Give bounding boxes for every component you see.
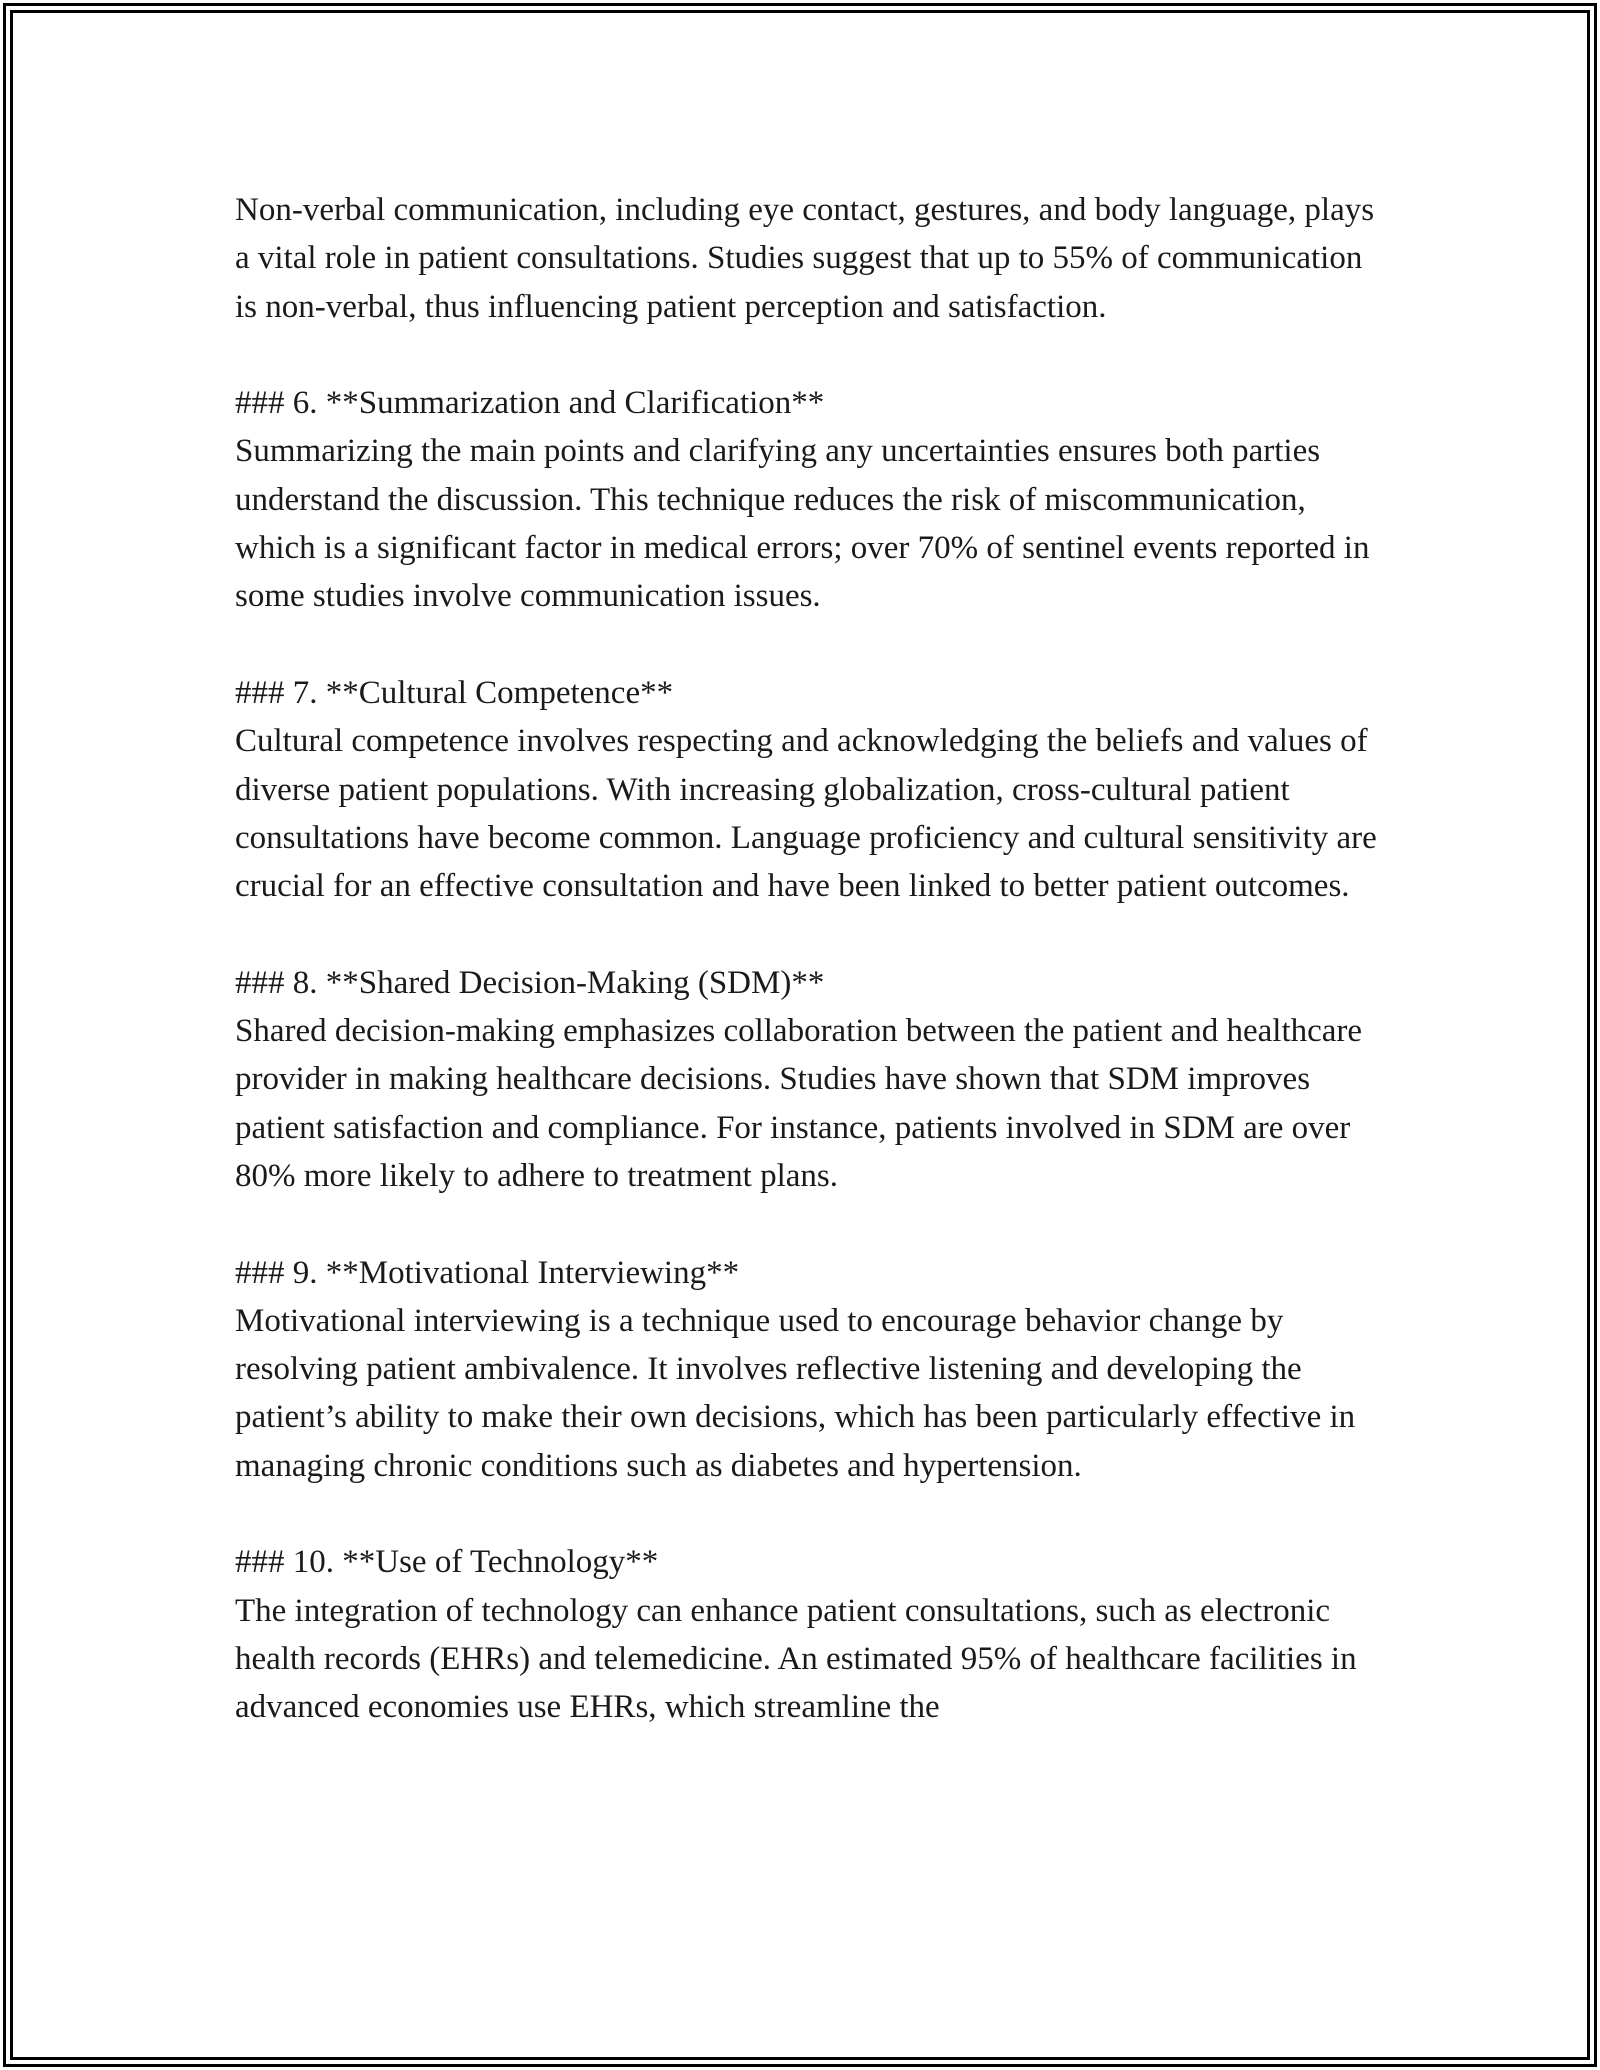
section-paragraph: Summarizing the main points and clarifying any uncertainties ensures both parties understand the discussion. This technique reduces the risk of miscommunication, which is a significant factor in medical errors; over 70% of sentinel events reported in some studies involve communication issues. [235, 433, 1370, 615]
section-7 [235, 669, 1385, 910]
document-body [235, 186, 1385, 1732]
section-8 [235, 959, 1385, 1200]
section-paragraph: Motivational interviewing is a technique used to encourage behavior change by resolving patient ambivalence. It involves reflective listening and developing the patient’s ability to make their own decisions, which has been particularly effective in managing chronic conditions such as diabetes and hypertension. [235, 1302, 1356, 1484]
section-paragraph: The integration of technology can enhance patient consultations, such as electronic health records (EHRs) and telemedicine. An estimated 95% of healthcare facilities in advanced economies use EHRs, which streamline the [235, 1592, 1357, 1726]
section-paragraph: Cultural competence involves respecting and acknowledging the beliefs and values of diverse patient populations. With increasing globalization, cross-cultural patient consultations have become common. Language proficiency and cultural sensitivity are crucial for an effective consultation and have been linked to better patient outcomes. [235, 723, 1377, 905]
section-heading: ### 10. **Use of Technology** [235, 1544, 659, 1581]
intro-paragraph: Non-verbal communication, including eye contact, gestures, and body language, plays a vital role in patient consultations. Studies suggest that up to 55% of communication is non-verbal, thus influencing patient perception and satisfaction. [235, 192, 1375, 325]
section-heading: ### 7. **Cultural Competence** [235, 674, 674, 711]
section-9 [235, 1249, 1385, 1490]
section-6 [235, 379, 1385, 620]
section-heading: ### 9. **Motivational Interviewing** [235, 1254, 740, 1291]
section-heading: ### 6. **Summarization and Clarification** [235, 385, 825, 422]
section-heading: ### 8. **Shared Decision-Making (SDM)** [235, 964, 825, 1001]
section-paragraph: Shared decision-making emphasizes collaboration between the patient and healthcare provider in making healthcare decisions. Studies have shown that SDM improves patient satisfaction and compliance. For instance, patients involved in SDM are over 80% more likely to adhere to treatment plans. [235, 1013, 1363, 1194]
section-10 [235, 1538, 1385, 1731]
intro-block [235, 186, 1385, 331]
